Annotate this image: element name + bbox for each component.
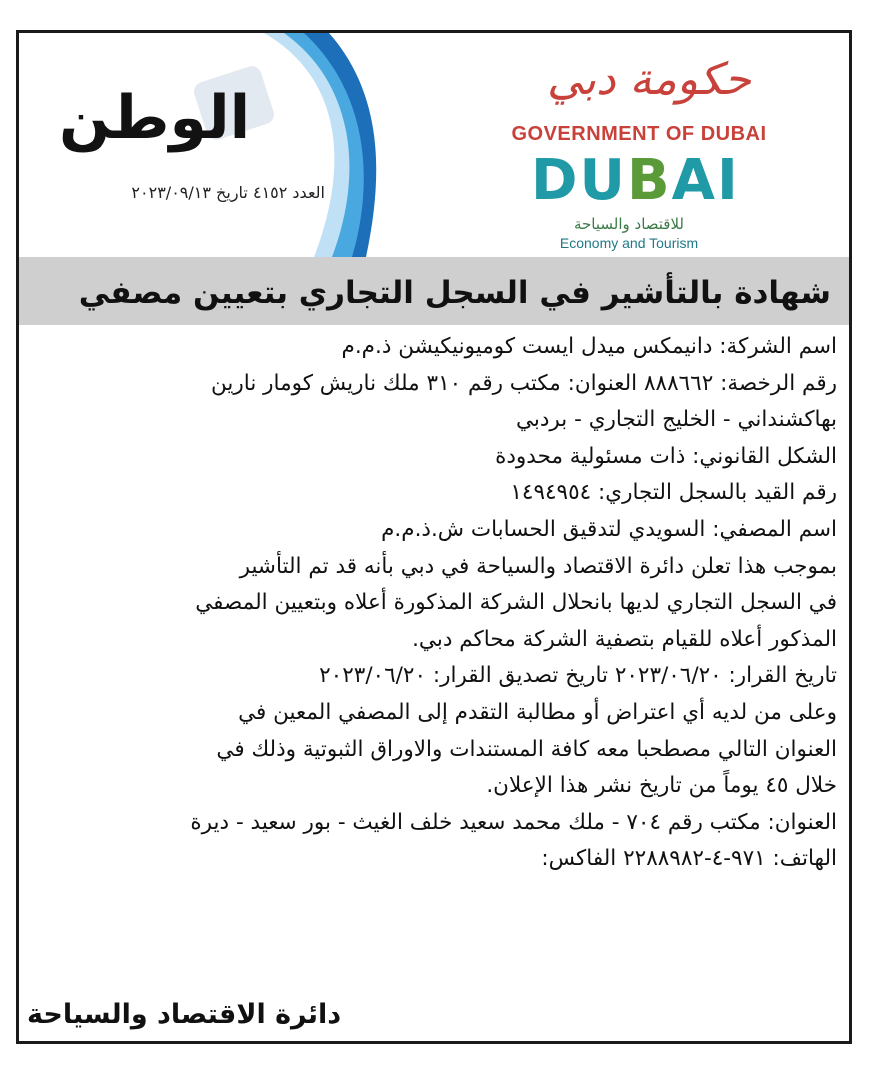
dubai-wordmark-part: DU (531, 148, 627, 213)
notice-line: رقم الرخصة: ٨٨٨٦٦٢ العنوان: مكتب رقم ٣١٠ ملك ناريش كومار نارين (211, 370, 837, 396)
notice-body (29, 329, 837, 878)
notice-title: شهادة بالتأشير في السجل التجاري بتعيين مصفي (78, 275, 831, 311)
dubai-wordmark-part: AI (671, 148, 740, 213)
notice-line: تاريخ القرار: ٢٠٢٣/٠٦/٢٠ تاريخ تصديق القرار: ٢٠٢٣/٠٦/٢٠ (319, 663, 837, 689)
notice-line: العنوان التالي مصطحبا معه كافة المستندات والاوراق الثبوتية وذلك في (216, 736, 837, 762)
notice-line: المذكور أعلاه للقيام بتصفية الشركة محاكم دبي. (412, 626, 837, 652)
dubai-wordmark-logo (531, 148, 740, 213)
notice-line: بموجب هذا تعلن دائرة الاقتصاد والسياحة في دبي بأنه قد تم التأشير (239, 553, 837, 579)
notice-line: العنوان: مكتب رقم ٧٠٤ - ملك محمد سعيد خلف الغيث - بور سعيد - ديرة (190, 809, 837, 835)
notice-line: في السجل التجاري لديها بانحلال الشركة المذكورة أعلاه وبتعيين المصفي (195, 590, 837, 616)
notice-frame (16, 30, 852, 1044)
notice-line: بهاكشنداني - الخليج التجاري - بردبي (515, 407, 837, 433)
blue-wave-decoration-icon (244, 33, 384, 257)
notice-line: اسم المصفي: السويدي لتدقيق الحسابات ش.ذ.م.م (381, 516, 837, 542)
notice-line: وعلى من لديه أي اعتراض أو مطالبة التقدم إلى المصفي المعين في (238, 699, 837, 725)
government-of-dubai-english: GOVERNMENT OF DUBAI (511, 123, 767, 145)
notice-line: اسم الشركة: دانيمكس ميدل ايست كوميونيكيشن ذ.م.م (341, 334, 837, 359)
economy-tourism-english: Economy and Tourism (559, 235, 699, 251)
notice-header (19, 33, 849, 257)
notice-line: رقم القيد بالسجل التجاري: ١٤٩٤٩٥٤ (510, 480, 837, 506)
issue-number-date: العدد ٤١٥٢ تاريخ ٢٠٢٣/٠٩/١٣ (131, 183, 325, 202)
issuer-signature: دائرة الاقتصاد والسياحة (27, 999, 342, 1030)
dubai-wordmark-part: B (626, 148, 672, 213)
notice-line: الشكل القانوني: ذات مسئولية محدودة (495, 443, 837, 469)
government-of-dubai-arabic-logo: حكومة دبي (547, 54, 751, 105)
watan-newspaper-logo: الوطن (59, 83, 251, 153)
economy-tourism-arabic: للاقتصاد والسياحة (573, 215, 685, 233)
notice-line: خلال ٤٥ يوماً من تاريخ نشر هذا الإعلان. (486, 773, 837, 799)
notice-line: الهاتف: ٩٧١-٤-٢٢٨٨٩٨٢ الفاكس: (541, 846, 837, 872)
